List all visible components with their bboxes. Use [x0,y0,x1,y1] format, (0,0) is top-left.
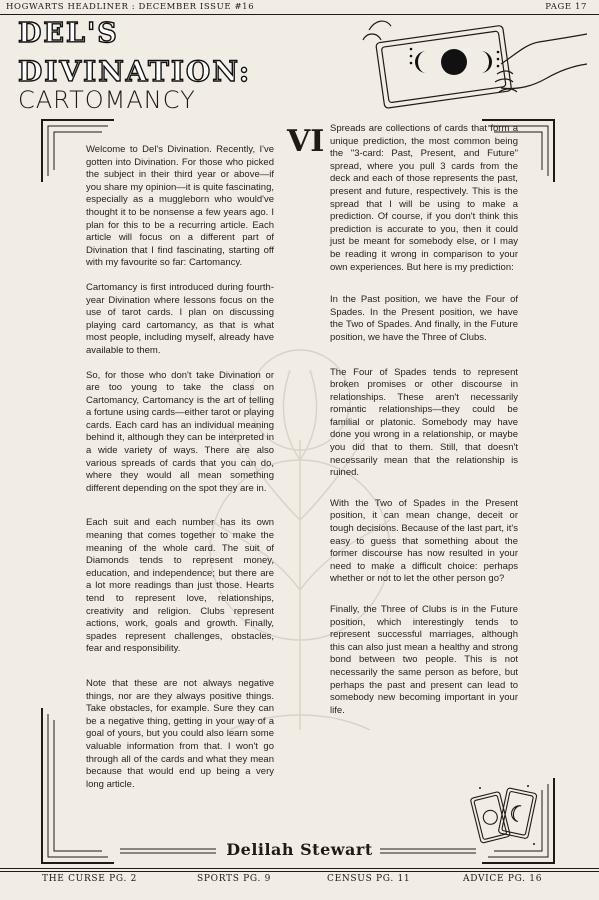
right-column [330,123,518,729]
footer-link-curse[interactable]: THE CURSE PG. 2 [42,874,137,884]
footer-divider [0,868,599,869]
paragraph: Cartomancy is first introduced during fourth-year Divination where lessons focus on the use of tarot cards. I plan on discussing playing card cartomancy, as that is what most people, including myself, already have available to them. [86,281,274,356]
footer-bar [0,874,599,894]
title-subtitle: CARTOMANCY [18,86,196,114]
paragraph: So, for those who don't take Divination or are too young to take the class on Cartomancy, Cartomancy is the art of telling a fortune using cards—either tarot or playing cards. Each card has an individual meaning behind it, although they can be interpreted in a wide variety of ways. There are also various spreads of cards that you can do, where they would all mean something different depending on the spot they are in. [86,369,274,494]
left-column [86,144,274,803]
moon-card-hand-illustration [351,4,591,116]
issue-numeral: VI [287,124,325,159]
paragraph: Spreads are collections of cards that form a unique prediction, the most common being the "3-card: Past, Present, and Future" spread, where you pull 3 cards from the deck and each of those represents the past, present and future, respectively. This is the spread that I will be using to make a prediction. Of course, if you don't think this prediction is accurate to you, then it could just be meant for somebody else, or I may be reading it wrong in comparison to your own experiences. But here is my prediction: [330,123,518,273]
page-number: PAGE 17 [545,2,587,12]
title-line-1: DEL'S [18,18,119,49]
paragraph: In the Past position, we have the Four of Spades. In the Present position, we have the Two of Spades. And finally, in the Future position, we have the Three of Clubs. [330,294,518,343]
footer-link-census[interactable]: CENSUS PG. 11 [327,874,411,884]
publication-label: HOGWARTS HEADLINER : DECEMBER ISSUE #16 [6,2,255,12]
author-name: Delilah Stewart [226,840,373,859]
paragraph: Finally, the Three of Clubs is in the Future position, which interestingly tends to represent successful marriages, although this can also just mean a healthy and strong bond between two people. This is not necessarily the same person as before, but perhaps the past and present can lead to somebody new becoming important in your life. [330,604,518,716]
footer-divider [0,871,599,872]
footer-link-sports[interactable]: SPORTS PG. 9 [197,874,272,884]
footer-link-advice[interactable]: ADVICE PG. 16 [463,874,543,884]
paragraph: The Four of Spades tends to represent broken promises or other discourse in relationships. These aren't necessarily romantic relationships—they could be familial or platonic. Somebody may have done you wrong in a relationship, or maybe you did that to them. Still, that doesn't necessarily mean that the relationship is ruined. [330,366,518,479]
paragraph: Note that these are not always negative things, nor are they always positive things. Take obstacles, for example. Sure they can be a negative thing, getting in your way of a goal of yours, but you could also learn some valuable information from that. I won't go through all of the cards and what they mean because that would end up being a very long article. [86,677,274,790]
paragraph: Each suit and each number has its own meaning that comes together to make the meaning of the whole card. The suit of Diamonds tends to represent money, education, and independence; but there are a lot more readings than just those. Hearts tend to represent love, relationships, creativity and religion. Clubs represent actions, work, goals and growth. Finally, spades represent challenges, obstacles, fear and responsibility. [86,517,274,655]
paragraph: With the Two of Spades in the Present position, it can mean change, deceit or tough decisions. Because of the last part, it's easy to guess that something about the former discourse has now resulted in your need to make a difficult choice: perhaps whether or not to let the other person go? [330,497,518,585]
paragraph: Welcome to Del's Divination. Recently, I've gotten into Divination. For those who picked the subject in their third year or above—if you share my opinion—it is quite fascinating, especially as a muggleborn who would've thought it to be nonsense a few years ago. I plan for this to be a recurring article. Each article will focus on a different part of Divination that I find fascinating, starting off with my favourite so far: Cartomancy. [86,144,274,269]
title-line-2: DIVINATION: [18,55,252,88]
